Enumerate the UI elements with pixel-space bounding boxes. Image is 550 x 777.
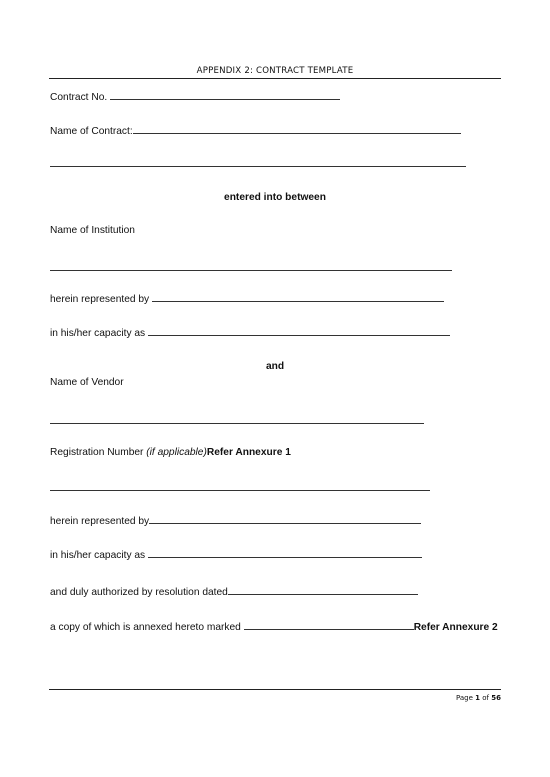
- copy-annexed-row: [50, 620, 498, 634]
- name-of-contract-row: [50, 124, 461, 138]
- refer-annexure-2: Refer Annexure 2: [413, 622, 498, 633]
- contract-no-label: Contract No.: [50, 92, 108, 103]
- institution-capacity-blank[interactable]: [148, 326, 450, 336]
- entered-into-between: entered into between: [224, 192, 326, 203]
- institution-representative-blank[interactable]: [152, 292, 444, 302]
- registration-number-label: Registration Number: [50, 447, 144, 458]
- resolution-row: [50, 585, 418, 599]
- herein-represented-by-label-2: herein represented by: [50, 516, 150, 527]
- vendor-represented-row: [50, 514, 421, 528]
- header-rule: [49, 78, 501, 79]
- herein-represented-by-label-1: herein represented by: [50, 294, 150, 305]
- and-conjunction: and: [265, 361, 285, 372]
- contract-no-blank[interactable]: [110, 90, 340, 100]
- resolution-date-blank[interactable]: [228, 585, 418, 595]
- name-of-contract-blank[interactable]: [133, 124, 461, 134]
- if-applicable-note: (if applicable): [146, 447, 207, 458]
- name-of-institution-label: Name of Institution: [50, 225, 135, 236]
- footer-rule: [49, 689, 501, 690]
- page-current: 1: [475, 694, 481, 702]
- vendor-blank-line[interactable]: [50, 423, 424, 424]
- copy-annexed-label: a copy of which is annexed hereto marked: [50, 622, 241, 633]
- capacity-label-1: in his/her capacity as: [50, 328, 146, 339]
- refer-annexure-1: Refer Annexure 1: [206, 447, 291, 458]
- institution-represented-row: [50, 292, 444, 306]
- institution-blank-line[interactable]: [50, 270, 452, 271]
- vendor-capacity-blank[interactable]: [148, 548, 422, 558]
- page-total: 56: [491, 694, 501, 702]
- resolution-dated-label: and duly authorized by resolution dated: [50, 587, 228, 598]
- vendor-representative-blank[interactable]: [149, 514, 421, 524]
- registration-number-row: [50, 447, 291, 459]
- name-of-contract-label: Name of Contract:: [50, 126, 133, 137]
- contract-no-row: [50, 90, 340, 104]
- page-label: Page: [455, 694, 473, 702]
- page-header-title: APPENDIX 2: CONTRACT TEMPLATE: [196, 66, 354, 76]
- name-of-contract-blank-line-2[interactable]: [50, 166, 466, 167]
- annexure-mark-blank[interactable]: [244, 620, 414, 630]
- page-of: of: [482, 694, 490, 702]
- vendor-capacity-row: [50, 548, 422, 562]
- institution-capacity-row: [50, 326, 450, 340]
- page-number: [456, 694, 501, 702]
- capacity-label-2: in his/her capacity as: [50, 550, 146, 561]
- registration-blank-line[interactable]: [50, 490, 430, 491]
- name-of-vendor-label: Name of Vendor: [50, 377, 124, 388]
